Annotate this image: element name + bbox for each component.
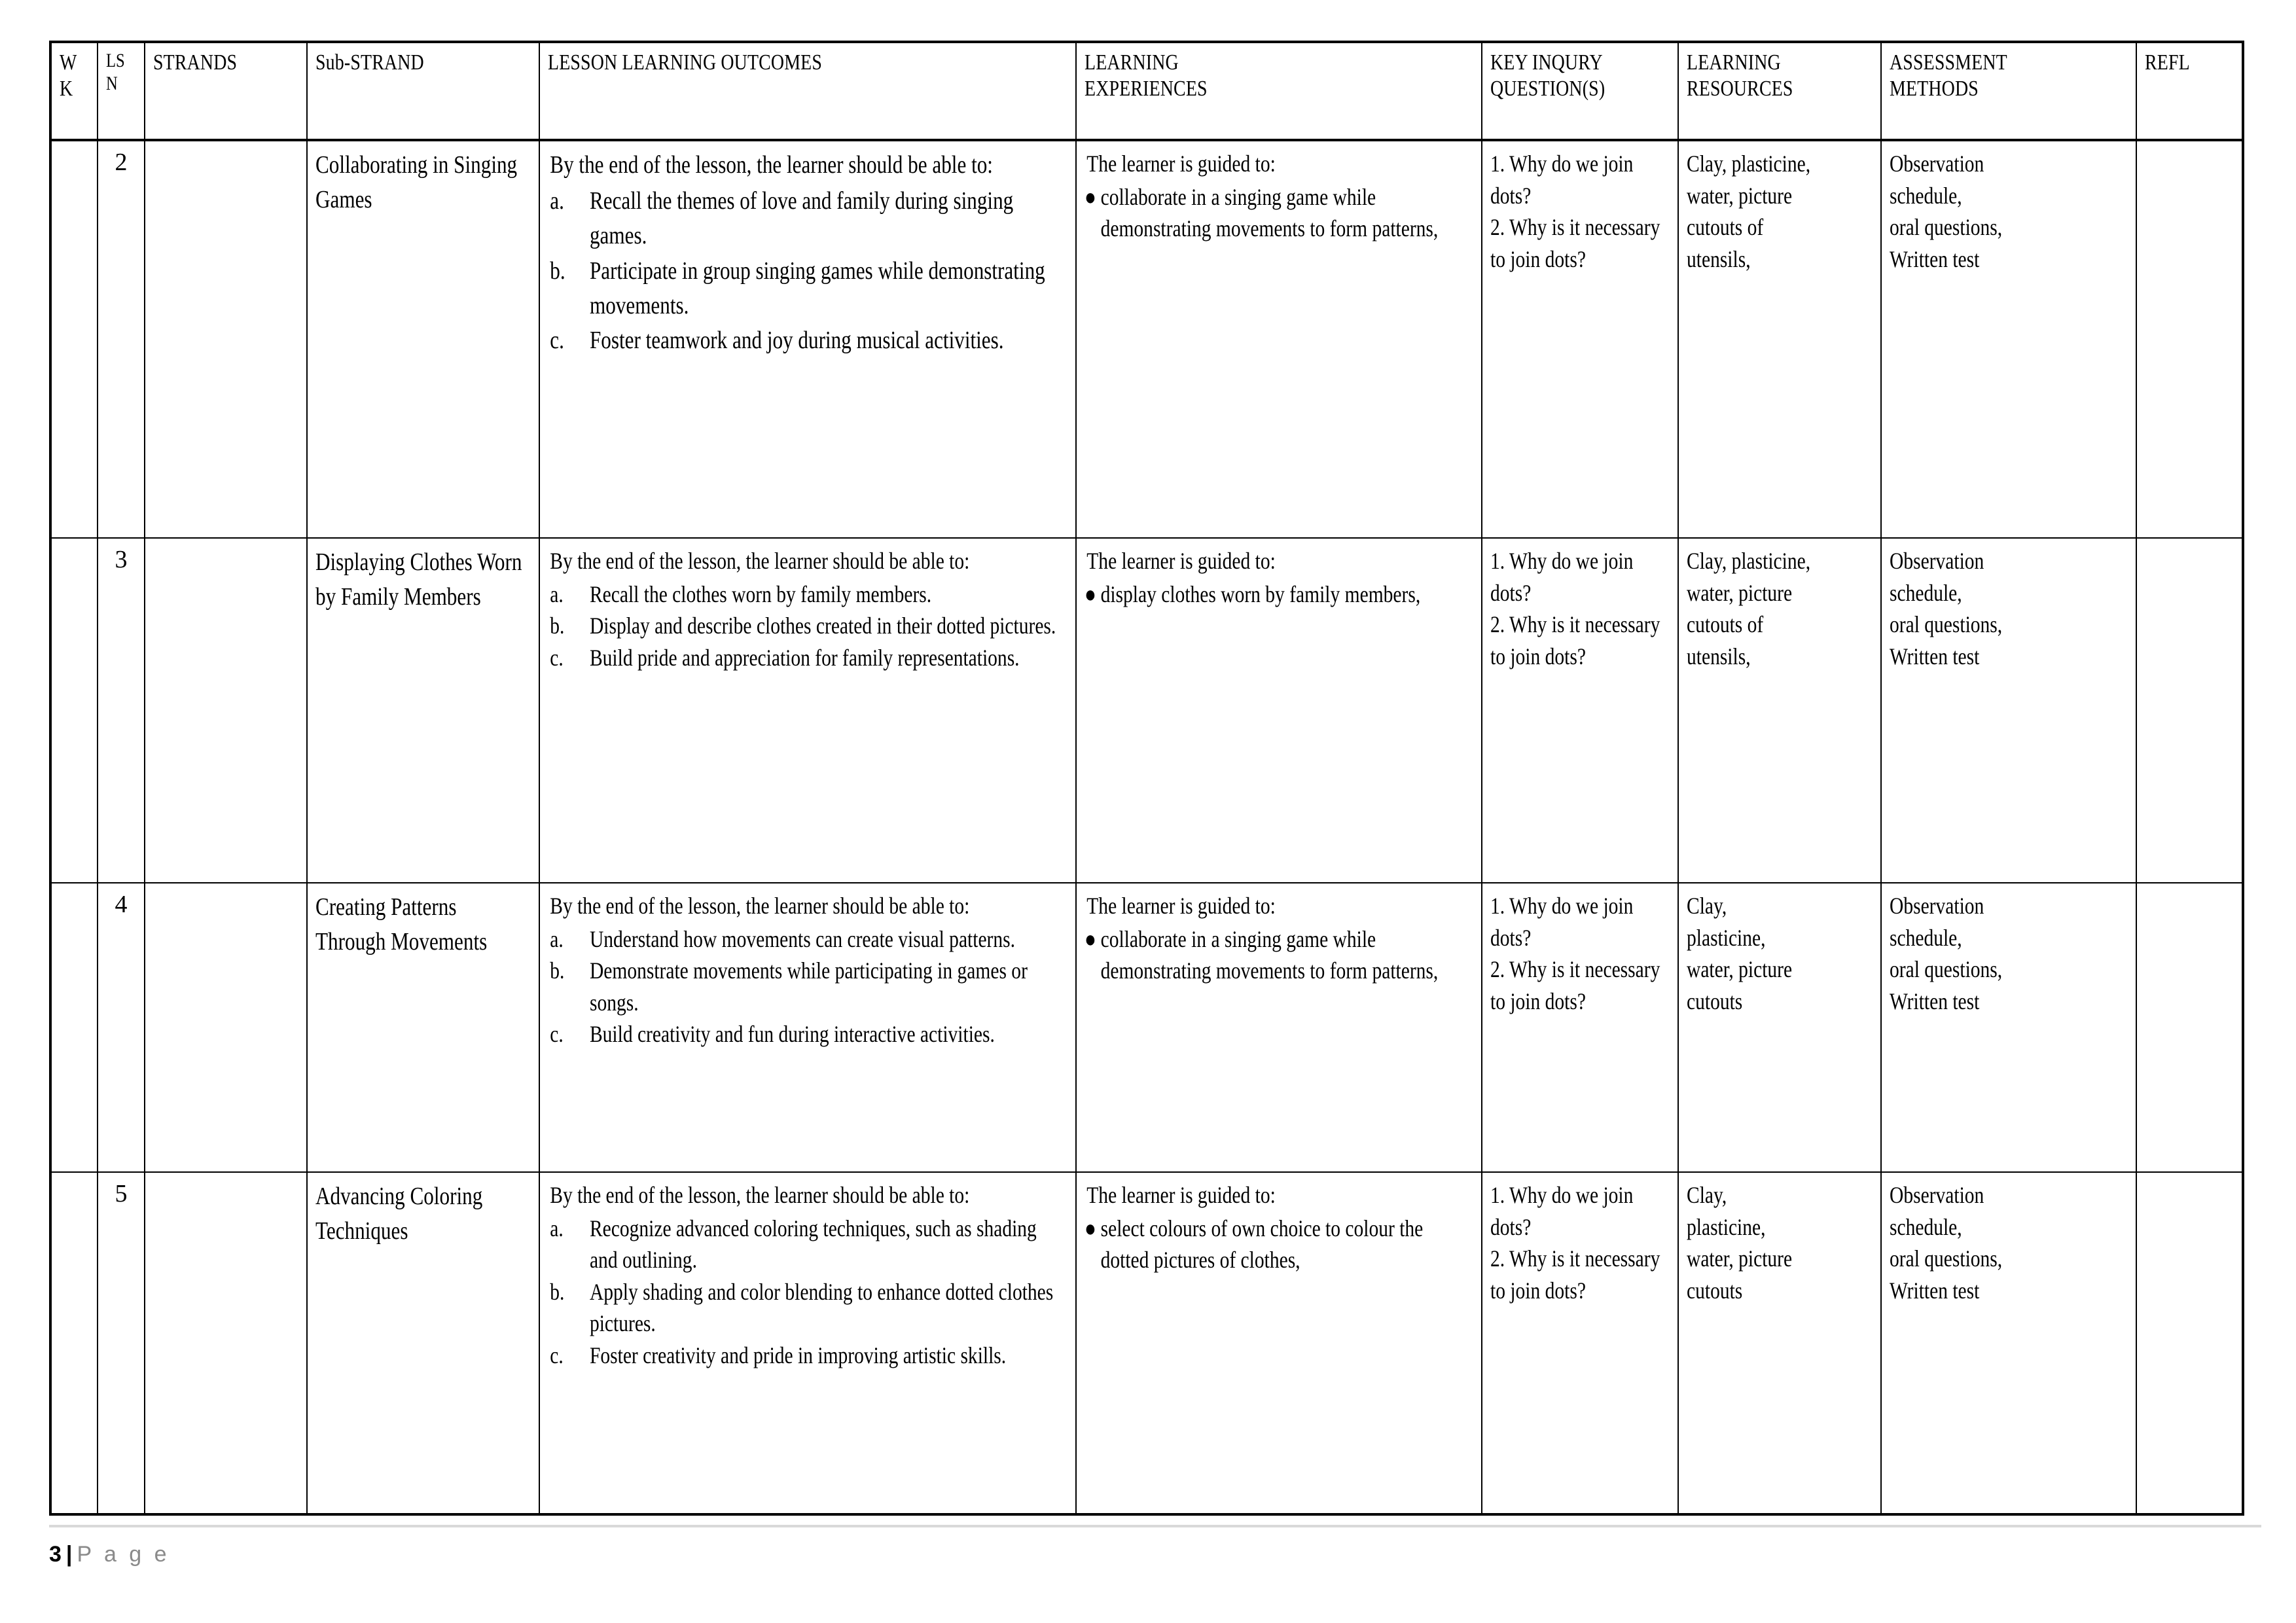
column-header-sub-strand (307, 42, 539, 140)
cell-learning-experiences (1076, 538, 1482, 883)
cell-lesson-learning-outcomes (539, 140, 1076, 538)
outcome-marker: c. (550, 326, 564, 354)
column-header-refl-label: REFL (2145, 50, 2190, 75)
list-item (1085, 923, 1473, 987)
page-footer (49, 1525, 2261, 1567)
column-header-strands (145, 42, 307, 140)
resource-line: utensils, (1687, 245, 1751, 272)
experience-text: collaborate in a singing game while demonstrating movements to form patterns, (1100, 183, 1439, 242)
assessment-line: schedule, (1890, 182, 1962, 209)
list-item (548, 1018, 1067, 1050)
cell-assessment-methods (1881, 140, 2136, 538)
cell-refl (2136, 538, 2243, 883)
key-inquiry-question: 2. Why is it necessary to join dots? (1490, 956, 1660, 1014)
key-inquiry-question: 1. Why do we join dots? (1490, 893, 1634, 951)
cell-learning-resources (1678, 538, 1881, 883)
column-header-assessment-methods (1881, 42, 2136, 140)
column-header-lsn (98, 42, 145, 140)
outcome-text: Recall the themes of love and family during singing games. (589, 187, 1014, 250)
assessment-line: Observation (1890, 151, 1984, 177)
experiences-intro: The learner is guided to: (1086, 1182, 1276, 1208)
outcome-marker: a. (550, 187, 564, 215)
cell-sub-strand (307, 883, 539, 1172)
cell-wk (50, 1172, 98, 1514)
experience-text: select colours of own choice to colour the dotted pictures of clothes, (1100, 1215, 1424, 1274)
list-item (1085, 181, 1473, 245)
column-header-key-inquiry-questions (1482, 42, 1678, 140)
cell-assessment-methods (1881, 883, 2136, 1172)
column-header-wk-line2: K (60, 77, 73, 101)
assessment-line: oral questions, (1890, 1245, 2003, 1272)
cell-key-inquiry-questions (1482, 538, 1678, 883)
lsn-value: 2 (115, 149, 128, 176)
experiences-list (1085, 1213, 1473, 1276)
lsn-value: 4 (115, 891, 128, 918)
resource-line: cutouts of (1687, 611, 1764, 638)
column-header-learning-resources-line1: LEARNING (1687, 50, 1781, 75)
resource-line: water, picture (1687, 956, 1793, 983)
cell-lsn (98, 1172, 145, 1514)
bullet-icon: ● (1085, 580, 1096, 607)
list-item (548, 1340, 1067, 1372)
cell-wk (50, 538, 98, 883)
table-row (50, 140, 2243, 538)
cell-key-inquiry-questions (1482, 1172, 1678, 1514)
cell-wk (50, 140, 98, 538)
experience-text: collaborate in a singing game while demonstrating movements to form patterns, (1100, 925, 1439, 984)
column-header-sub-strand-label: Sub-STRAND (315, 50, 424, 75)
key-inquiry-question: 1. Why do we join dots? (1490, 548, 1634, 606)
resource-line: Clay, plasticine, (1687, 151, 1811, 177)
page-number: 3 (49, 1542, 62, 1567)
outcomes-list (548, 579, 1067, 674)
cell-refl (2136, 140, 2243, 538)
column-header-wk (50, 42, 98, 140)
column-header-lsn-line1: LS (106, 50, 125, 71)
outcome-text: Demonstrate movements while participating in games or songs. (589, 957, 1028, 1016)
resource-line: water, picture (1687, 182, 1793, 209)
scheme-of-work-table-container (49, 41, 2242, 1516)
table-header-row-group (50, 42, 2243, 140)
outcome-marker: b. (550, 613, 565, 639)
outcome-marker: c. (550, 1021, 564, 1048)
cell-sub-strand (307, 140, 539, 538)
column-header-learning-resources-line2: RESOURCES (1687, 77, 1793, 101)
column-header-learning-experiences (1076, 42, 1482, 140)
column-header-wk-line1: W (60, 50, 77, 75)
experiences-intro: The learner is guided to: (1086, 151, 1276, 177)
cell-learning-resources (1678, 883, 1881, 1172)
outcome-text: Foster creativity and pride in improving artistic skills. (589, 1342, 1007, 1368)
resource-line: Clay, (1687, 893, 1727, 919)
outcomes-intro: By the end of the lesson, the learner should be able to: (550, 893, 970, 919)
key-inquiry-question: 2. Why is it necessary to join dots? (1490, 214, 1660, 272)
resource-line: Clay, (1687, 1182, 1727, 1208)
resource-line: utensils, (1687, 643, 1751, 669)
column-header-strands-label: STRANDS (153, 50, 238, 75)
outcome-text: Display and describe clothes created in their dotted pictures. (589, 613, 1056, 639)
outcome-marker: c. (550, 644, 564, 671)
outcomes-list (548, 923, 1067, 1050)
outcome-text: Participate in group singing games while demonstrating movements. (589, 257, 1045, 319)
bullet-icon: ● (1085, 1215, 1096, 1241)
assessment-line: oral questions, (1890, 956, 2003, 983)
cell-lesson-learning-outcomes (539, 538, 1076, 883)
cell-strands (145, 538, 307, 883)
key-inquiry-question: 2. Why is it necessary to join dots? (1490, 1245, 1660, 1304)
cell-refl (2136, 883, 2243, 1172)
cell-assessment-methods (1881, 538, 2136, 883)
table-row (50, 538, 2243, 883)
cell-assessment-methods (1881, 1172, 2136, 1514)
lsn-value: 5 (115, 1180, 128, 1207)
list-item (548, 1276, 1067, 1340)
assessment-line: Observation (1890, 893, 1984, 919)
scheme-of-work-table (49, 41, 2244, 1516)
assessment-line: Observation (1890, 1182, 1984, 1208)
cell-wk (50, 883, 98, 1172)
outcome-marker: b. (550, 957, 565, 984)
table-row (50, 883, 2243, 1172)
assessment-line: oral questions, (1890, 214, 2003, 241)
column-header-learning-resources (1678, 42, 1881, 140)
column-header-lsn-line2: N (106, 72, 118, 94)
table-row (50, 1172, 2243, 1514)
outcome-marker: a. (550, 925, 564, 952)
column-header-refl (2136, 42, 2243, 140)
outcomes-list (548, 1213, 1067, 1372)
assessment-line: Written test (1890, 1277, 1980, 1304)
experiences-intro: The learner is guided to: (1086, 893, 1276, 919)
outcomes-intro: By the end of the lesson, the learner should be able to: (550, 1182, 970, 1208)
list-item (1085, 1213, 1473, 1276)
assessment-line: schedule, (1890, 924, 1962, 951)
list-item (548, 323, 1067, 358)
sub-strand-value: Creating Patterns Through Movements (315, 893, 488, 956)
resource-line: water, picture (1687, 579, 1793, 606)
outcome-text: Recall the clothes worn by family members. (589, 580, 932, 607)
cell-learning-resources (1678, 140, 1881, 538)
column-header-learning-experiences-line1: LEARNING (1085, 50, 1179, 75)
sub-strand-value: Displaying Clothes Worn by Family Members (315, 548, 522, 611)
column-header-lesson-learning-outcomes (539, 42, 1076, 140)
cell-strands (145, 883, 307, 1172)
resource-line: water, picture (1687, 1245, 1793, 1272)
resource-line: plasticine, (1687, 924, 1766, 951)
experiences-list (1085, 923, 1473, 987)
outcome-marker: a. (550, 1215, 564, 1241)
cell-lesson-learning-outcomes (539, 883, 1076, 1172)
experiences-intro: The learner is guided to: (1086, 548, 1276, 574)
assessment-line: Observation (1890, 548, 1984, 574)
outcomes-intro: By the end of the lesson, the learner should be able to: (550, 548, 970, 574)
assessment-line: Written test (1890, 245, 1980, 272)
cell-strands (145, 1172, 307, 1514)
cell-lesson-learning-outcomes (539, 1172, 1076, 1514)
list-item (1085, 579, 1473, 611)
lsn-value: 3 (115, 546, 128, 573)
outcome-text: Understand how movements can create visual patterns. (589, 925, 1016, 952)
cell-learning-experiences (1076, 1172, 1482, 1514)
list-item (548, 955, 1067, 1018)
resource-line: cutouts (1687, 988, 1743, 1014)
page-number-separator: | (65, 1542, 73, 1567)
assessment-line: oral questions, (1890, 611, 2003, 638)
assessment-line: schedule, (1890, 1213, 1962, 1240)
list-item (548, 610, 1067, 642)
cell-sub-strand (307, 1172, 539, 1514)
assessment-line: schedule, (1890, 579, 1962, 606)
resource-line: cutouts of (1687, 214, 1764, 241)
assessment-line: Written test (1890, 988, 1980, 1014)
list-item (548, 923, 1067, 955)
experiences-list (1085, 181, 1473, 245)
experience-text: display clothes worn by family members, (1100, 580, 1421, 607)
list-item (548, 184, 1067, 253)
list-item (548, 1213, 1067, 1276)
column-header-key-inquiry-line2: QUESTION(S) (1490, 77, 1605, 101)
page-number-label (49, 1542, 2261, 1567)
key-inquiry-question: 1. Why do we join dots? (1490, 1182, 1634, 1240)
outcome-text: Build pride and appreciation for family representations. (589, 644, 1020, 671)
outcome-text: Recognize advanced coloring techniques, such as shading and outlining. (589, 1215, 1037, 1274)
table-body (50, 140, 2243, 1514)
column-header-key-inquiry-line1: KEY INQURY (1490, 50, 1603, 75)
sub-strand-value: Collaborating in Singing Games (315, 151, 518, 214)
bullet-icon: ● (1085, 183, 1096, 210)
cell-strands (145, 140, 307, 538)
list-item (548, 254, 1067, 323)
outcome-text: Foster teamwork and joy during musical activities. (589, 326, 1004, 354)
experiences-list (1085, 579, 1473, 611)
outcomes-intro: By the end of the lesson, the learner should be able to: (550, 151, 993, 179)
cell-key-inquiry-questions (1482, 140, 1678, 538)
cell-learning-resources (1678, 1172, 1881, 1514)
assessment-line: Written test (1890, 643, 1980, 669)
key-inquiry-question: 1. Why do we join dots? (1490, 151, 1634, 209)
table-header-row (50, 42, 2243, 140)
column-header-learning-experiences-line2: EXPERIENCES (1085, 77, 1208, 101)
bullet-icon: ● (1085, 925, 1096, 952)
resource-line: plasticine, (1687, 1213, 1766, 1240)
outcomes-list (548, 184, 1067, 358)
cell-lsn (98, 140, 145, 538)
cell-refl (2136, 1172, 2243, 1514)
list-item (548, 642, 1067, 674)
cell-lsn (98, 538, 145, 883)
outcome-text: Apply shading and color blending to enhance dotted clothes pictures. (589, 1278, 1054, 1337)
column-header-lesson-learning-outcomes-label: LESSON LEARNING OUTCOMES (548, 50, 823, 75)
cell-learning-experiences (1076, 883, 1482, 1172)
page-word: P a g e (77, 1542, 170, 1567)
sub-strand-value: Advancing Coloring Techniques (315, 1183, 483, 1245)
footer-divider (49, 1525, 2261, 1527)
outcome-text: Build creativity and fun during interactive activities. (589, 1021, 995, 1048)
cell-sub-strand (307, 538, 539, 883)
resource-line: cutouts (1687, 1277, 1743, 1304)
outcome-marker: c. (550, 1342, 564, 1368)
cell-learning-experiences (1076, 140, 1482, 538)
cell-key-inquiry-questions (1482, 883, 1678, 1172)
outcome-marker: b. (550, 257, 565, 285)
outcome-marker: a. (550, 580, 564, 607)
key-inquiry-question: 2. Why is it necessary to join dots? (1490, 611, 1660, 669)
column-header-assessment-methods-line1: ASSESSMENT (1890, 50, 2007, 75)
outcome-marker: b. (550, 1278, 565, 1305)
list-item (548, 579, 1067, 611)
resource-line: Clay, plasticine, (1687, 548, 1811, 574)
column-header-assessment-methods-line2: METHODS (1890, 77, 1979, 101)
cell-lsn (98, 883, 145, 1172)
